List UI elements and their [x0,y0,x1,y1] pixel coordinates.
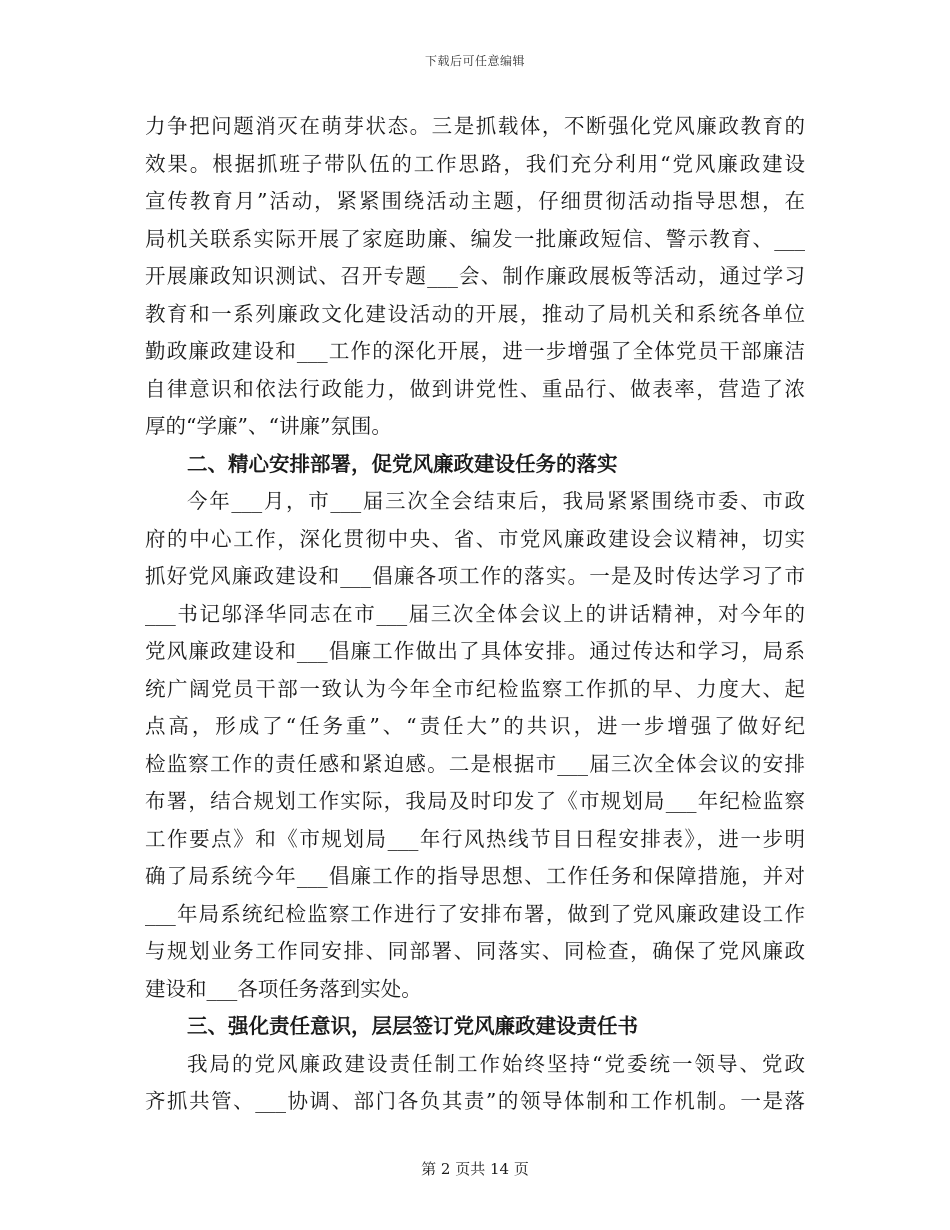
paragraph-line: 抓好党风廉政建设和___倡廉各项工作的落实。一是及时传达学习了市 [145,564,805,588]
paragraph-line: 力争把问题消灭在萌芽状态。三是抓载体，不断强化党风廉政教育的 [145,114,805,138]
paragraph-line: 自律意识和依法行政能力，做到讲党性、重品行、做表率，营造了浓 [145,376,805,401]
paragraph-line: 检监察工作的责任感和紧迫感。二是根据市___届三次全体会议的安排 [145,751,805,776]
paragraph-line: 我局的党风廉政建设责任制工作始终坚持“党委统一领导、党政 [187,1051,805,1076]
paragraph-line: 建设和___各项任务落到实处。 [145,976,422,1001]
paragraph-line: 点高，形成了“任务重”、“责任大”的共识，进一步增强了做好纪 [145,714,805,738]
paragraph-line: 开展廉政知识测试、召开专题___会、制作廉政展板等活动，通过学习 [145,264,805,288]
page-footer: 第 2 页共 14 页 [421,1160,529,1178]
paragraph-line: 效果。根据抓班子带队伍的工作思路，我们充分利用“党风廉政建设 [145,151,805,176]
paragraph-line: 今年___月，市___届三次全会结束后，我局紧紧围绕市委、市政 [187,489,805,513]
paragraph-line: 厚的“学廉”、“讲廉”氛围。 [145,414,392,438]
paragraph-line: 统广阔党员干部一致认为今年全市纪检监察工作抓的早、力度大、起 [145,676,805,701]
paragraph-line: 工作要点》和《市规划局___年行风热线节目日程安排表》，进一步明 [145,826,805,851]
paragraph-line: 教育和一系列廉政文化建设活动的开展，推动了局机关和系统各单位 [145,301,805,326]
section-heading: 二、精心安排部署，促党风廉政建设任务的落实 [187,451,618,476]
paragraph-line: 布署，结合规划工作实际，我局及时印发了《市规划局___年纪检监察 [145,789,805,813]
paragraph-line: 局机关联系实际开展了家庭助廉、编发一批廉政短信、警示教育、___ [145,226,805,251]
section-heading: 三、强化责任意识，层层签订党风廉政建设责任书 [187,1014,638,1038]
document-body [145,108,805,1121]
paragraph-line: 与规划业务工作同安排、同部署、同落实、同检查，确保了党风廉政 [145,939,805,963]
paragraph-line: 党风廉政建设和___倡廉工作做出了具体安排。通过传达和学习，局系 [145,639,805,663]
page-header: 下载后可任意编辑 [424,54,525,68]
paragraph-line: ___年局系统纪检监察工作进行了安排布署，做到了党风廉政建设工作 [145,901,805,926]
paragraph-line: 宣传教育月”活动，紧紧围绕活动主题，仔细贯彻活动指导思想，在 [145,189,805,213]
paragraph-line: 确了局系统今年___倡廉工作的指导思想、工作任务和保障措施，并对 [145,864,805,888]
paragraph-line: 府的中心工作，深化贯彻中央、省、市党风廉政建设会议精神，切实 [145,526,805,551]
paragraph-line: 齐抓共管、___协调、部门各负其责”的领导体制和工作机制。一是落 [145,1089,805,1113]
paragraph-line: ___书记邬泽华同志在市___届三次全体会议上的讲话精神，对今年的 [145,601,805,626]
paragraph-line: 勤政廉政建设和___工作的深化开展，进一步增强了全体党员干部廉洁 [145,339,805,363]
